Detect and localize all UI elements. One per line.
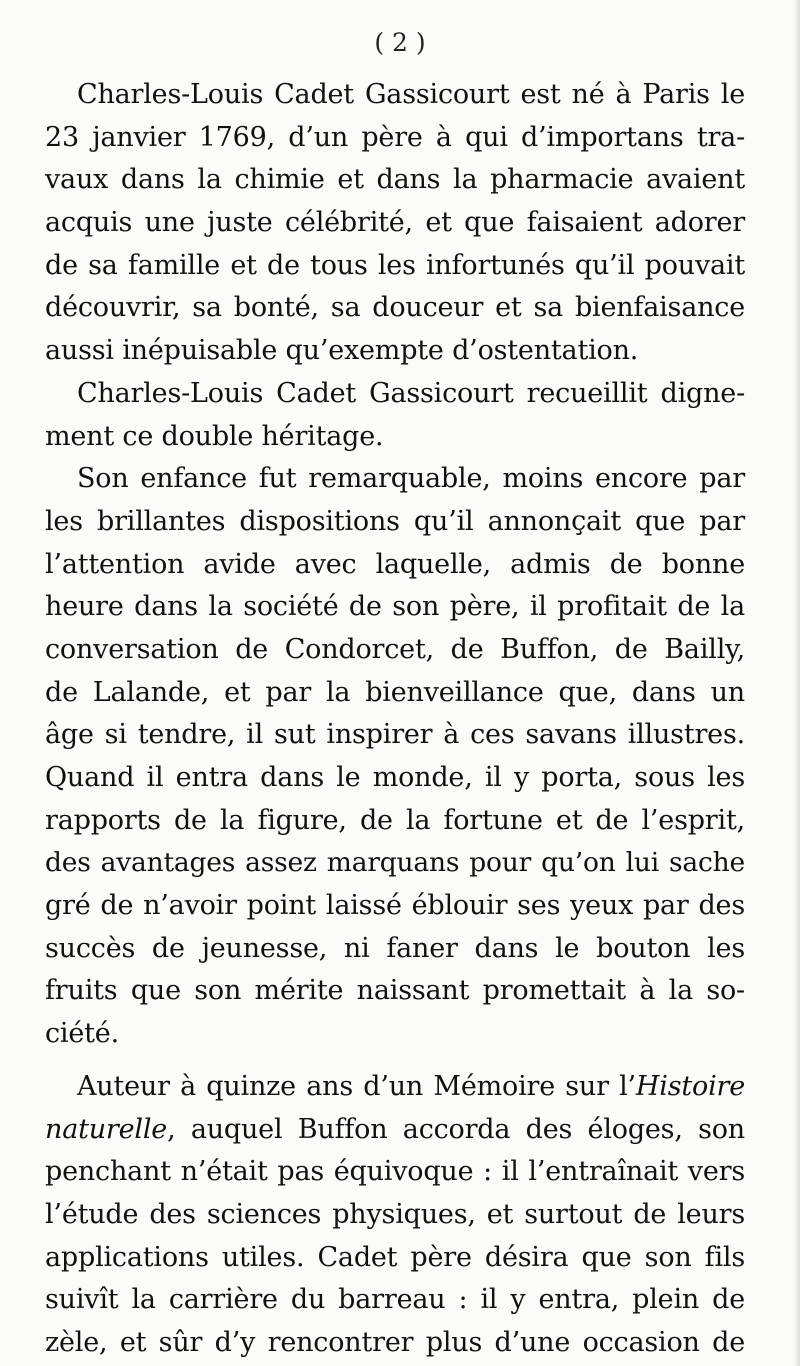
italic-title-part: naturelle [45, 1113, 168, 1145]
text-line: Son enfance fut remarquable, moins encore par [77, 463, 745, 495]
text-line: suivît la carrière du barreau : il y entra, plein de [45, 1284, 745, 1316]
text-line: vaux dans la chimie et dans la pharmacie avaient [45, 164, 745, 196]
text-line: gré de n’avoir point laissé éblouir ses yeux par des [45, 890, 745, 922]
text-line: découvrir, sa bonté, sa douceur et sa bienfaisance [45, 292, 745, 324]
text-span: Auteur à quinze ans d’un Mémoire sur l’ [77, 1070, 636, 1102]
text-line: Charles-Louis Cadet Gassicourt recueillit digne- [77, 377, 745, 409]
paragraph-4 [45, 1066, 745, 1365]
text-line: l’étude des sciences physiques, et surtout de leurs [45, 1198, 745, 1230]
text-line [45, 1066, 745, 1109]
text-line: acquis une juste célébrité, et que faisaient adorer [45, 207, 745, 239]
text-line: de sa famille et de tous les infortunés qu’il pouvait [45, 249, 745, 281]
text-line: ment ce double héritage. [45, 420, 384, 452]
paragraph-gap [45, 1056, 745, 1066]
text-line: de Lalande, et par la bienveillance que, dans un [45, 676, 745, 708]
paragraph-3 [45, 458, 745, 1056]
text-line: Quand il entra dans le monde, il y porta, sous les [45, 762, 745, 793]
text-line: ciété. [45, 1018, 119, 1050]
text-line: fruits que son mérite naissant promettait à la so- [45, 975, 745, 1007]
text-line: des avantages assez marquans pour qu’on lui sache [45, 847, 745, 879]
text-line: l’attention avide avec laquelle, admis de bonne [45, 548, 745, 580]
text-line: conversation de Condorcet, de Buffon, de Bailly, [45, 633, 745, 665]
text-line: penchant n’était pas équivoque : il l’entraînait vers [45, 1156, 745, 1188]
text-line: 23 janvier 1769, d’un père à qui d’importans tra- [45, 121, 745, 153]
text-line: applications utiles. Cadet père désira que son fils [45, 1241, 745, 1273]
text-line: Charles-Louis Cadet Gassicourt est né à Paris le [77, 79, 745, 110]
text-line: heure dans la société de son père, il profitait de la [45, 591, 745, 623]
body-text [45, 74, 745, 1365]
scan-edge-shadow [794, 0, 800, 1366]
text-line [45, 1109, 745, 1152]
text-span: , auquel Buffon accorda des éloges, son [167, 1113, 745, 1145]
text-line: succès de jeunesse, ni faner dans le bouton les [45, 932, 745, 964]
text-line: aussi inépuisable qu’exempte d’ostentation. [45, 335, 639, 367]
text-line: les brillantes dispositions qu’il annonçait que par [45, 505, 745, 537]
paragraph-2 [45, 373, 745, 458]
paragraph-1 [45, 74, 745, 373]
italic-title-part: Histoire [635, 1070, 745, 1102]
text-line: âge si tendre, il sut inspirer à ces savans illustres. [45, 719, 745, 751]
text-line: rapports de la figure, de la fortune et de l’esprit, [45, 804, 745, 836]
page-number: ( 2 ) [374, 28, 426, 57]
text-line: zèle, et sûr d’y rencontrer plus d’une occasion de [45, 1326, 745, 1358]
